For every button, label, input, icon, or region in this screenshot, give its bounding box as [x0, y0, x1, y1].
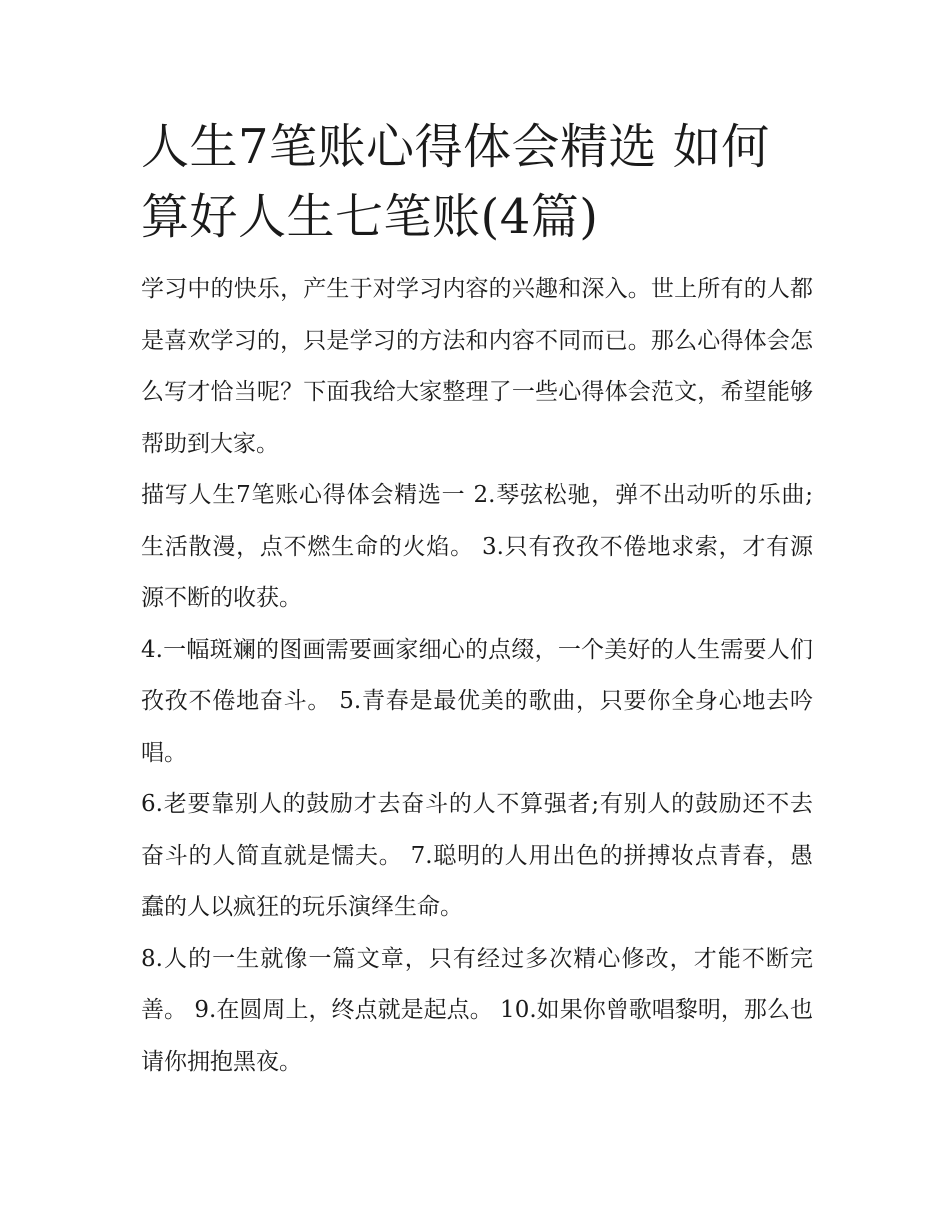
body-paragraph: 8.人的一生就像一篇文章，只有经过多次精心修改，才能不断完善。 9.在圆周上，终点就是起点。 10.如果你曾歌唱黎明，那么也请你拥抱黑夜。: [141, 945, 813, 1075]
body-paragraph: 4.一幅斑斓的图画需要画家细心的点缀，一个美好的人生需要人们孜孜不倦地奋斗。 5.青春是最优美的歌曲，只要你全身心地去吟唱。: [141, 636, 813, 766]
body-paragraph: 6.老要靠别人的鼓励才去奋斗的人不算强者;有别人的鼓励还不去奋斗的人简直就是懦夫。 7.聪明的人用出色的拼搏妆点青春，愚蠢的人以疯狂的玩乐演绎生命。: [141, 791, 813, 920]
body-paragraph: 描写人生7笔账心得体会精选一 2.琴弦松驰，弹不出动听的乐曲;生活散漫，点不燃生命的火焰。 3.只有孜孜不倦地求索，才有源源不断的收获。: [141, 482, 813, 611]
document-title: 人生7笔账心得体会精选 如何算好人生七笔账(4篇): [141, 119, 770, 245]
document-page: [141, 112, 813, 1088]
intro-paragraph: 学习中的快乐，产生于对学习内容的兴趣和深入。世上所有的人都是喜欢学习的，只是学习的方法和内容不同而已。那么心得体会怎么写才恰当呢？下面我给大家整理了一些心得体会范文，希望能够帮助到大家。: [141, 276, 813, 457]
